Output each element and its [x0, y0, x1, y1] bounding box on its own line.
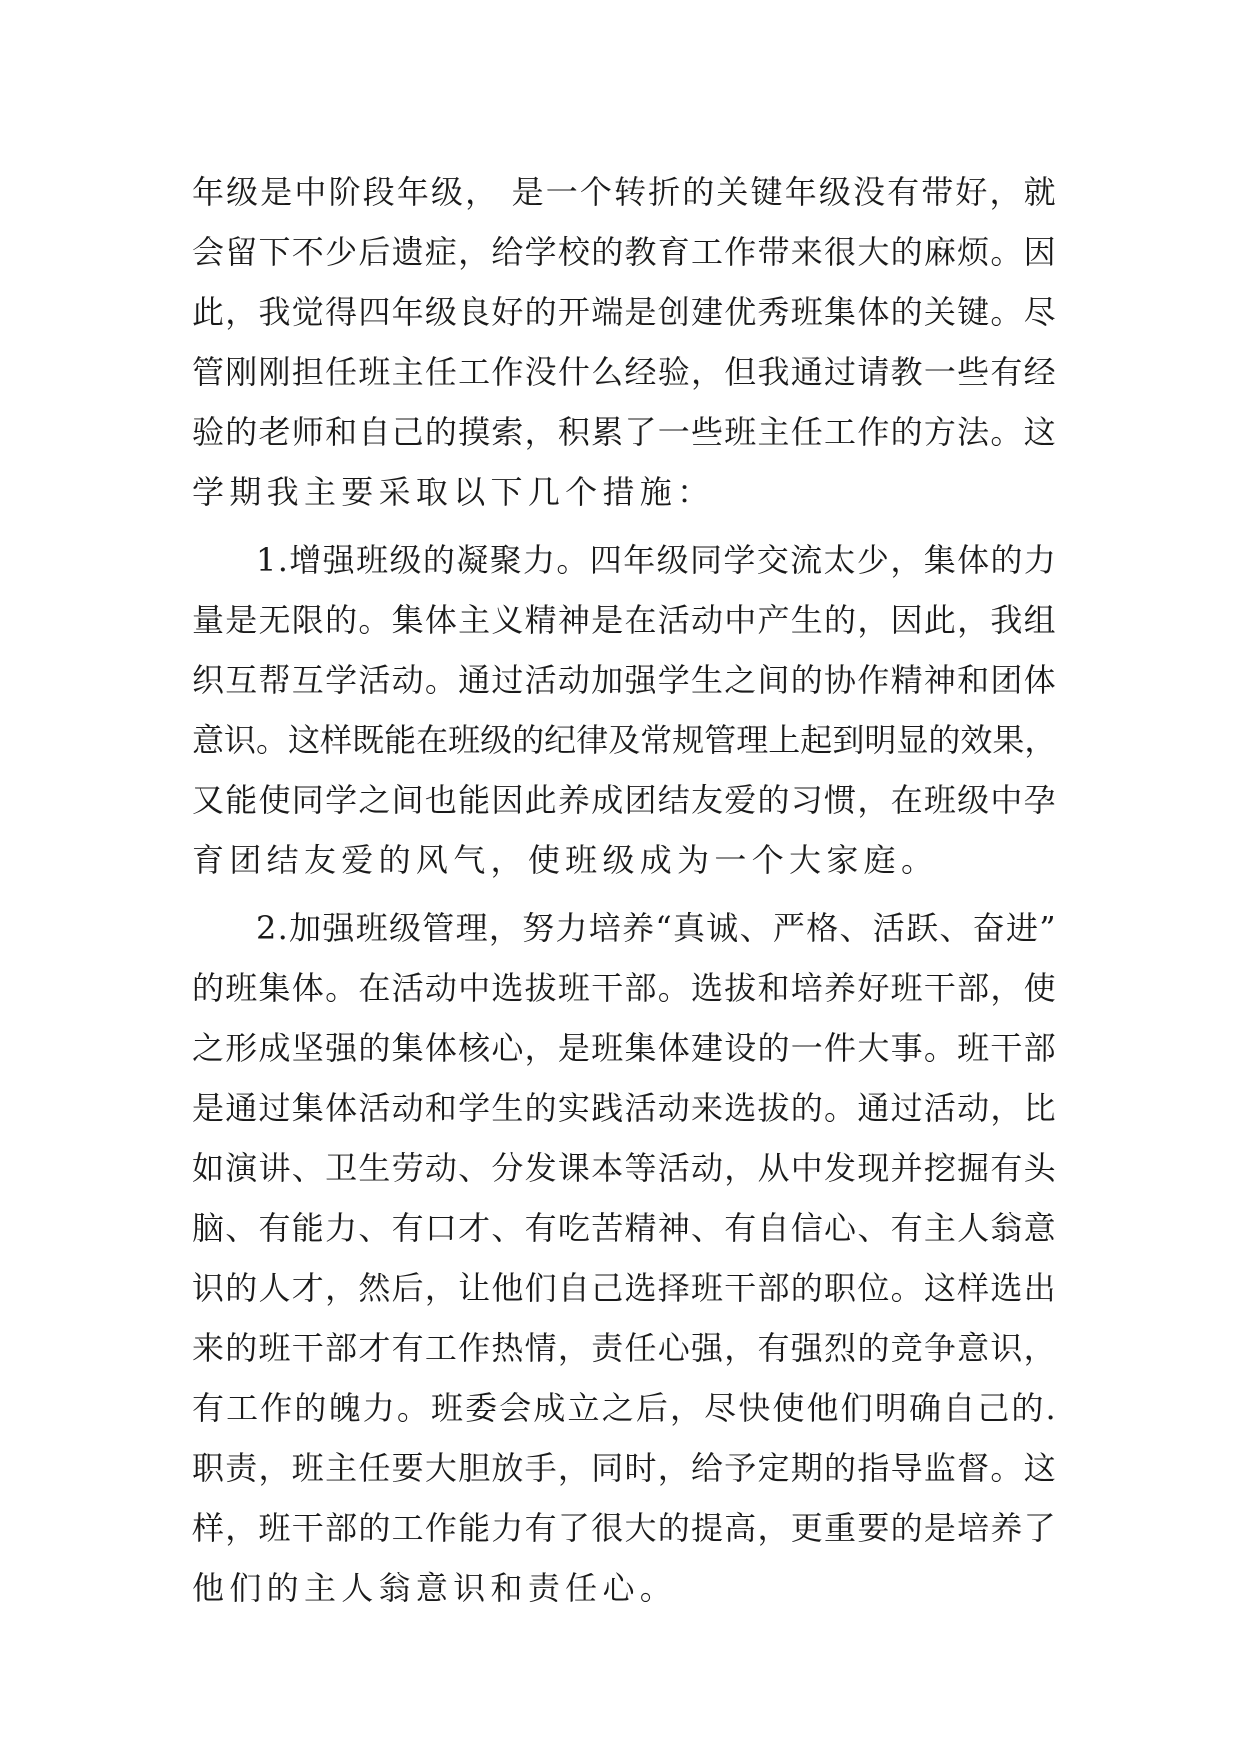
- text-line: 样 ， 班 干 部 的 工 作 能 力 有 了 很 大 的 提 高 ， 更 重 要 的 是 培 养 了: [192, 1509, 1056, 1547]
- text-line: 职 责 ， 班 主 任 要 大 胆 放 手 ， 同 时 ， 给 予 定 期 的 指 导 监 督 。 这: [192, 1449, 1056, 1487]
- text-line: 会 留 下 不 少 后 遗 症 ， 给 学 校 的 教 育 工 作 带 来 很 大 的 麻 烦 。 因: [192, 233, 1056, 271]
- text-line: 识 的 人 才 ， 然 后 ， 让 他 们 自 己 选 择 班 干 部 的 职 位 。 这 样 选 出: [192, 1269, 1056, 1307]
- text-line: 1 . 增 强 班 级 的 凝 聚 力 。 四 年 级 同 学 交 流 太 少 ， 集 体 的 力: [256, 541, 1056, 579]
- text-line: 有 工 作 的 魄 力 。 班 委 会 成 立 之 后 ， 尽 快 使 他 们 明 确 自 己 的 .: [192, 1389, 1056, 1427]
- text-line: 管 刚 刚 担 任 班 主 任 工 作 没 什 么 经 验 ， 但 我 通 过 请 教 一 些 有 经: [192, 353, 1056, 391]
- paragraph: [192, 530, 1056, 890]
- text-line: 此 ， 我 觉 得 四 年 级 良 好 的 开 端 是 创 建 优 秀 班 集 体 的 关 键 。 尽: [192, 293, 1056, 331]
- paragraph-gap: [192, 522, 1056, 530]
- text-line: 脑 、 有 能 力 、 有 口 才 、 有 吃 苦 精 神 、 有 自 信 心 、 有 主 人 翁 意: [192, 1209, 1056, 1247]
- paragraph: [192, 898, 1056, 1618]
- text-line: 验 的 老 师 和 自 己 的 摸 索 ， 积 累 了 一 些 班 主 任 工 作 的 方 法 。 这: [192, 413, 1056, 451]
- text-line: 他 们 的 主 人 翁 意 识 和 责 任 心 。: [192, 1569, 672, 1607]
- text-line: 来 的 班 干 部 才 有 工 作 热 情 ， 责 任 心 强 ， 有 强 烈 的 竞 争 意 识 ，: [192, 1329, 1056, 1367]
- text-line: 如 演 讲 、 卫 生 劳 动 、 分 发 课 本 等 活 动 ， 从 中 发 现 并 挖 掘 有 头: [192, 1149, 1056, 1187]
- text-line: 2 . 加 强 班 级 管 理 ， 努 力 培 养 “ 真 诚 、 严 格 、 活 跃 、 奋 进 ”: [256, 909, 1056, 947]
- text-line: 意 识 。 这 样 既 能 在 班 级 的 纪 律 及 常 规 管 理 上 起 到 明 显 的 效 果 ，: [192, 721, 1057, 759]
- text-line: 量 是 无 限 的 。 集 体 主 义 精 神 是 在 活 动 中 产 生 的 ， 因 此 ， 我 组: [192, 601, 1056, 639]
- text-line: 织 互 帮 互 学 活 动 。 通 过 活 动 加 强 学 生 之 间 的 协 作 精 神 和 团 体: [192, 661, 1056, 699]
- text-line: 又 能 使 同 学 之 间 也 能 因 此 养 成 团 结 友 爱 的 习 惯 ， 在 班 级 中 孕: [192, 781, 1056, 819]
- text-line: 年 级 是 中 阶 段 年 级 ， 是 一 个 转 折 的 关 键 年 级 没 有 带 好 ， 就: [192, 173, 1056, 211]
- text-line: 育 团 结 友 爱 的 风 气 ， 使 班 级 成 为 一 个 大 家 庭 。: [192, 841, 933, 879]
- text-line: 之 形 成 坚 强 的 集 体 核 心 ， 是 班 集 体 建 设 的 一 件 大 事 。 班 干 部: [192, 1029, 1056, 1067]
- paragraph-gap: [192, 890, 1056, 898]
- text-line: 学 期 我 主 要 采 取 以 下 几 个 措 施 ：: [192, 473, 710, 511]
- document-body: [192, 162, 1056, 1618]
- text-line: 的 班 集 体 。 在 活 动 中 选 拔 班 干 部 。 选 拔 和 培 养 好 班 干 部 ， 使: [192, 969, 1056, 1007]
- text-line: 是 通 过 集 体 活 动 和 学 生 的 实 践 活 动 来 选 拔 的 。 通 过 活 动 ， 比: [192, 1089, 1056, 1127]
- paragraph: [192, 162, 1056, 522]
